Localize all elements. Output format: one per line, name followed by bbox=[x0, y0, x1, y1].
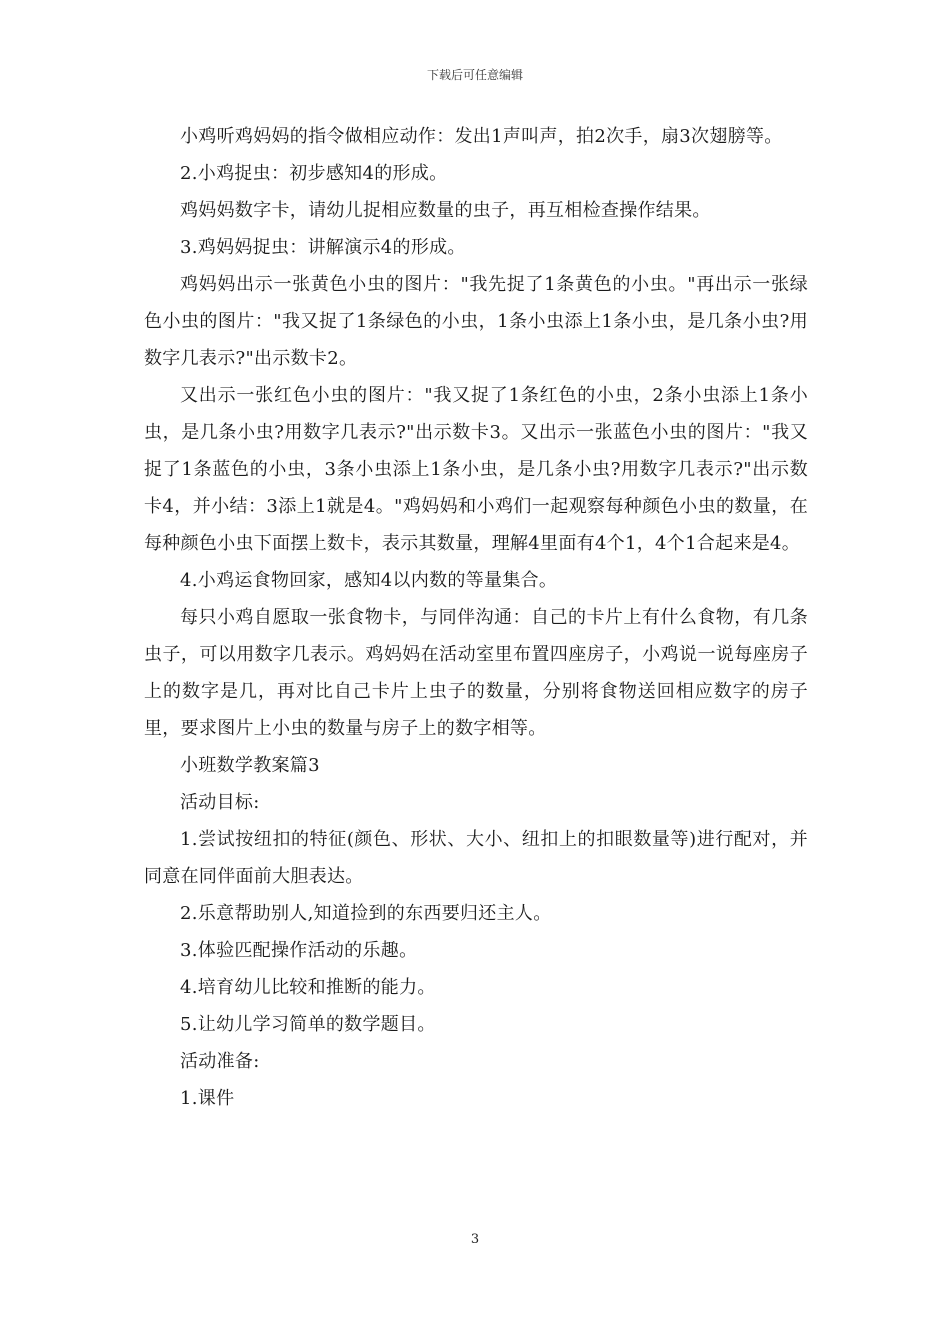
list-item: 2.乐意帮助别人,知道捡到的东西要归还主人。 bbox=[180, 903, 552, 924]
list-item: 1.尝试按纽扣的特征(颜色、形状、大小、纽扣上的扣眼数量等)进行配对，并同意在同伴面前大胆表达。 bbox=[144, 829, 808, 887]
paragraph: 鸡妈妈出示一张黄色小虫的图片："我先捉了1条黄色的小虫。"再出示一张绿色小虫的图片："我又捉了1条绿色的小虫，1条小虫添上1条小虫，是几条小虫?用数字几表示?"出示数卡2。 bbox=[144, 274, 808, 369]
paragraph: 3.鸡妈妈捉虫：讲解演示4的形成。 bbox=[180, 237, 466, 258]
section-heading: 小班数学教案篇3 bbox=[180, 755, 320, 776]
page-header: 下载后可任意编辑 bbox=[426, 68, 523, 82]
document-body bbox=[144, 118, 808, 1117]
paragraph: 又出示一张红色小虫的图片："我又捉了1条红色的小虫，2条小虫添上1条小虫，是几条小虫?用数字几表示?"出示数卡3。又出示一张蓝色小虫的图片："我又捉了1条蓝色的小虫，3条小虫添上1条小虫，是几条小虫?用数字几表示?"出示数卡4，并小结：3添上1就是4。"鸡妈妈和小鸡们一起观察每种颜色小虫的数量，在每种颜色小虫下面摆上数卡，表示其数量，理解4里面有4个1，4个1合起来是4。 bbox=[144, 385, 808, 554]
list-item: 4.培育幼儿比较和推断的能力。 bbox=[180, 977, 436, 998]
list-item: 5.让幼儿学习简单的数学题目。 bbox=[180, 1014, 436, 1035]
subheading: 活动准备: bbox=[180, 1051, 260, 1072]
page-number: 3 bbox=[470, 1232, 480, 1247]
subheading: 活动目标: bbox=[180, 792, 260, 813]
paragraph: 小鸡听鸡妈妈的指令做相应动作：发出1声叫声，拍2次手，扇3次翅膀等。 bbox=[180, 126, 783, 147]
paragraph: 4.小鸡运食物回家，感知4以内数的等量集合。 bbox=[180, 570, 558, 591]
paragraph: 每只小鸡自愿取一张食物卡，与同伴沟通：自己的卡片上有什么食物，有几条虫子，可以用数字几表示。鸡妈妈在活动室里布置四座房子，小鸡说一说每座房子上的数字是几，再对比自己卡片上虫子的数量，分别将食物送回相应数字的房子里，要求图片上小虫的数量与房子上的数字相等。 bbox=[144, 607, 808, 739]
paragraph: 2.小鸡捉虫：初步感知4的形成。 bbox=[180, 163, 448, 184]
paragraph: 鸡妈妈数字卡，请幼儿捉相应数量的虫子，再互相检查操作结果。 bbox=[180, 200, 711, 221]
list-item: 3.体验匹配操作活动的乐趣。 bbox=[180, 940, 418, 961]
list-item: 1.课件 bbox=[180, 1088, 235, 1109]
